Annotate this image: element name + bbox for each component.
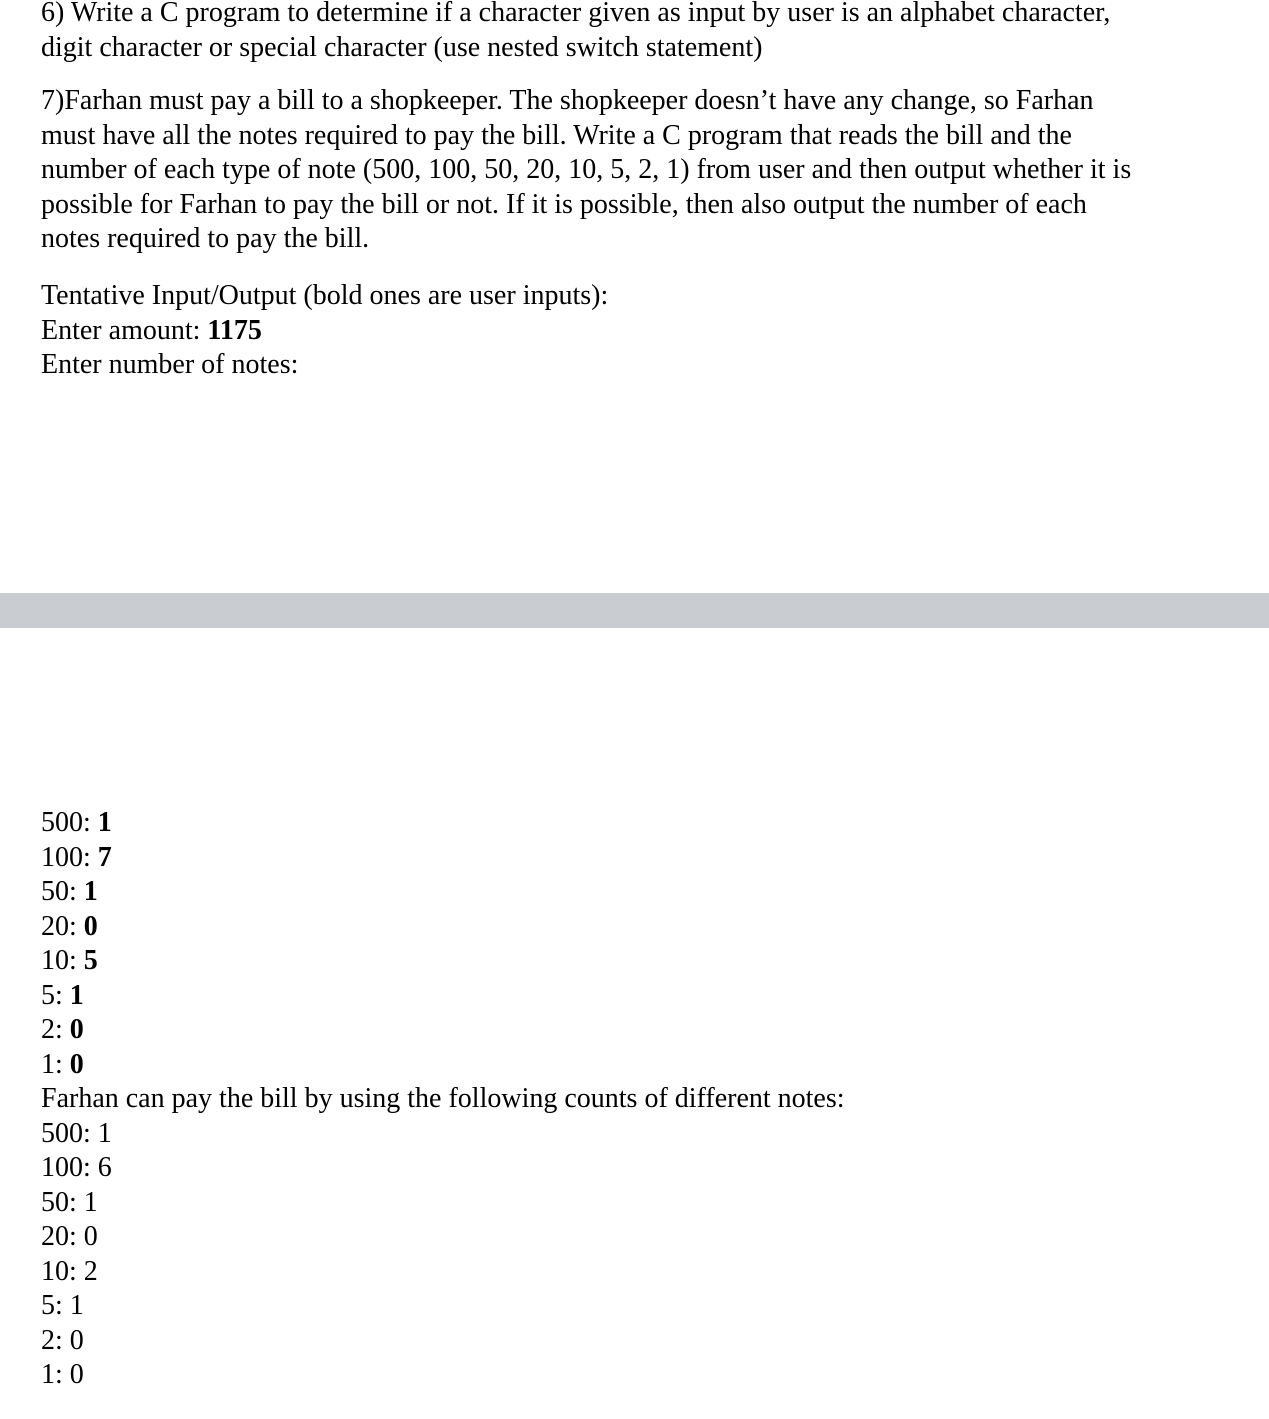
enter-amount-value: 1175 [207,314,262,346]
note-input-value: 0 [69,1014,84,1045]
note-input-row [41,1048,845,1083]
page-break-divider [0,593,1269,628]
note-input-label: 500: [41,807,98,838]
question-7-line-1: 7)Farhan must pay a bill to a shopkeeper. The shopkeeper doesn’t have any change, so Farhan [41,85,1094,116]
note-input-row [41,806,845,841]
note-input-row [41,910,845,945]
question-7-line-3: number of each type of note (500, 100, 50, 20, 10, 5, 2, 1) from user and then output whether it is [41,154,1132,185]
note-input-label: 10: [41,945,84,976]
note-input-value: 0 [69,1048,84,1080]
question-6-line-2: digit character or special character (use nested switch statement) [41,31,763,63]
question-6 [41,0,1241,65]
note-input-value: 1 [97,807,112,838]
note-input-value: 5 [83,945,98,976]
note-input-label: 5: [41,979,70,1011]
note-output-row: 2: 0 [41,1324,84,1356]
note-output-row: 1: 0 [41,1359,84,1390]
note-output-row: 100: 6 [41,1152,112,1183]
sample-io-block [41,279,608,383]
note-input-row [41,944,845,979]
note-output-row: 20: 0 [41,1221,98,1252]
question-7-line-4: possible for Farhan to pay the bill or not. If it is possible, then also output the number of each [41,188,1087,220]
note-output-row: 5: 1 [41,1290,84,1321]
note-input-row [41,979,845,1014]
note-output-row: 50: 1 [41,1186,98,1218]
note-input-value: 1 [69,979,84,1011]
note-input-label: 100: [41,841,98,873]
note-input-label: 50: [41,876,84,907]
note-input-value: 1 [83,876,98,907]
enter-notes-prompt: Enter number of notes: [41,349,299,380]
note-output-row: 10: 2 [41,1255,98,1287]
enter-amount-label: Enter amount: [41,314,208,346]
question-6-line-1: 6) Write a C program to determine if a character given as input by user is an alphabet character, [41,0,1111,28]
question-7 [41,84,1241,257]
note-input-label: 1: [41,1048,70,1080]
note-input-label: 2: [41,1014,70,1045]
note-input-value: 0 [83,910,98,942]
question-7-line-2: must have all the notes required to pay the bill. Write a C program that reads the bill and the [41,119,1072,151]
notes-input-list [41,806,845,1393]
note-input-value: 7 [97,841,112,873]
enter-amount-line [41,314,608,349]
note-output-row: 500: 1 [41,1117,112,1149]
note-input-label: 20: [41,910,84,942]
result-message: Farhan can pay the bill by using the following counts of different notes: [41,1083,845,1114]
note-input-row [41,1013,845,1048]
note-input-row [41,875,845,910]
sample-io-heading: Tentative Input/Output (bold ones are user inputs): [41,280,609,311]
note-input-row [41,841,845,876]
question-7-line-5: notes required to pay the bill. [41,223,370,254]
